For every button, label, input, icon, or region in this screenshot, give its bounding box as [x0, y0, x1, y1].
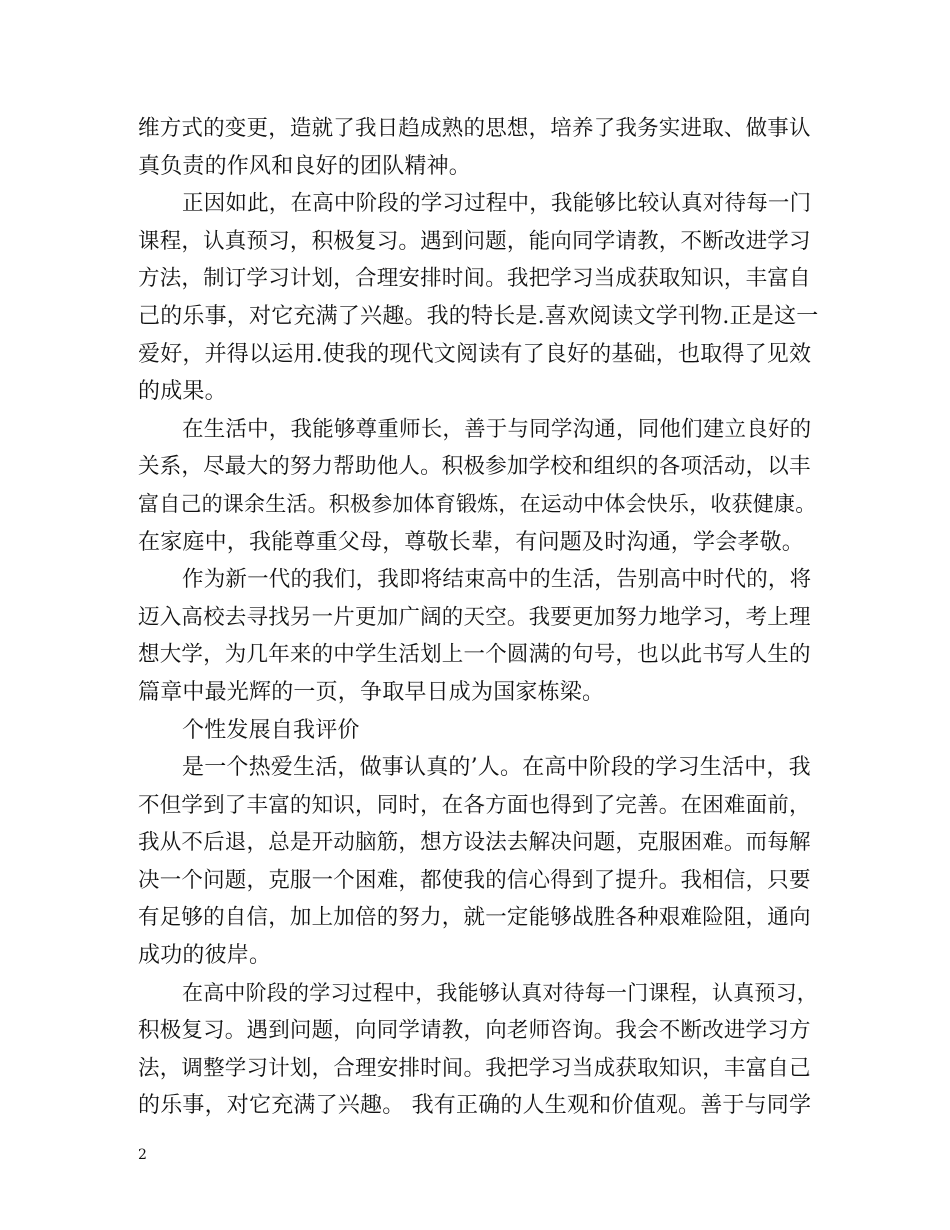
text-line: 富自己的课余生活。积极参加体育锻炼，在运动中体会快乐，收获健康。	[138, 491, 817, 516]
text-line: 成功的彼岸。	[138, 943, 272, 969]
text-line: 方法，制订学习计划，合理安排时间。我把学习当成获取知识，丰富自	[138, 266, 811, 292]
text-line: 真负责的作风和良好的团队精神。	[138, 153, 472, 179]
text-line: 想大学，为几年来的中学生活划上一个圆满的句号，也以此书写人生的	[138, 642, 811, 668]
text-line: 迈入高校去寻找另一片更加广阔的天空。我要更加努力地学习，考上理	[138, 604, 811, 630]
text-line: 法，调整学习计划，合理安排时间。我把学习当成获取知识，丰富自己	[138, 1055, 811, 1081]
text-line: 积极复习。遇到问题，向同学请教，向老师咨询。我会不断改进学习方	[138, 1018, 811, 1044]
text-line: 个性发展自我评价	[182, 717, 360, 743]
text-line: 正因如此，在高中阶段的学习过程中，我能够比较认真对待每一门	[182, 191, 812, 217]
text-line: 篇章中最光辉的一页，争取早日成为国家栋梁。	[138, 679, 605, 705]
text-line: 在高中阶段的学习过程中，我能够认真对待每一门课程，认真预习，	[182, 980, 818, 1005]
text-line: 爱好，并得以运用.使我的现代文阅读有了良好的基础，也取得了见效	[138, 341, 812, 367]
text-line: 己的乐事，对它充满了兴趣。我的特长是.喜欢阅读文学刊物.正是这一	[138, 303, 819, 329]
page-number: 2	[138, 1147, 147, 1163]
text-line: 维方式的变更，造就了我日趋成熟的思想，培养了我务实进取、做事认	[138, 116, 811, 141]
text-line: 关系，尽最大的努力帮助他人。积极参加学校和组织的各项活动，以丰	[138, 454, 811, 480]
text-line: 决一个问题，克服一个困难，都使我的信心得到了提升。我相信，只要	[138, 867, 811, 893]
text-line: 的成果。	[138, 379, 227, 405]
text-line: 有足够的自信，加上加倍的努力，就一定能够战胜各种艰难险阻，通向	[138, 905, 811, 931]
text-line: 我从不后退，总是开动脑筋，想方设法去解决问题，克服困难。而每解	[138, 830, 811, 856]
text-line: 课程，认真预习，积极复习。遇到问题，能向同学请教，不断改进学习	[138, 228, 811, 254]
text-line: 的乐事，对它充满了兴趣。 我有正确的人生观和价值观。善于与同学	[138, 1093, 812, 1119]
text-line: 在生活中，我能够尊重师长，善于与同学沟通，同他们建立良好的	[182, 416, 812, 442]
text-line: 作为新一代的我们，我即将结束高中的生活，告别高中时代的，将	[182, 567, 812, 593]
text-line: 是一个热爱生活，做事认真的’人。在高中阶段的学习生活中，我	[182, 755, 811, 781]
document-body	[138, 110, 818, 1125]
text-line: 不但学到了丰富的知识，同时，在各方面也得到了完善。在困难面前，	[138, 792, 811, 818]
text-line: 在家庭中，我能尊重父母，尊敬长辈，有问题及时沟通，学会孝敬。	[138, 529, 805, 555]
